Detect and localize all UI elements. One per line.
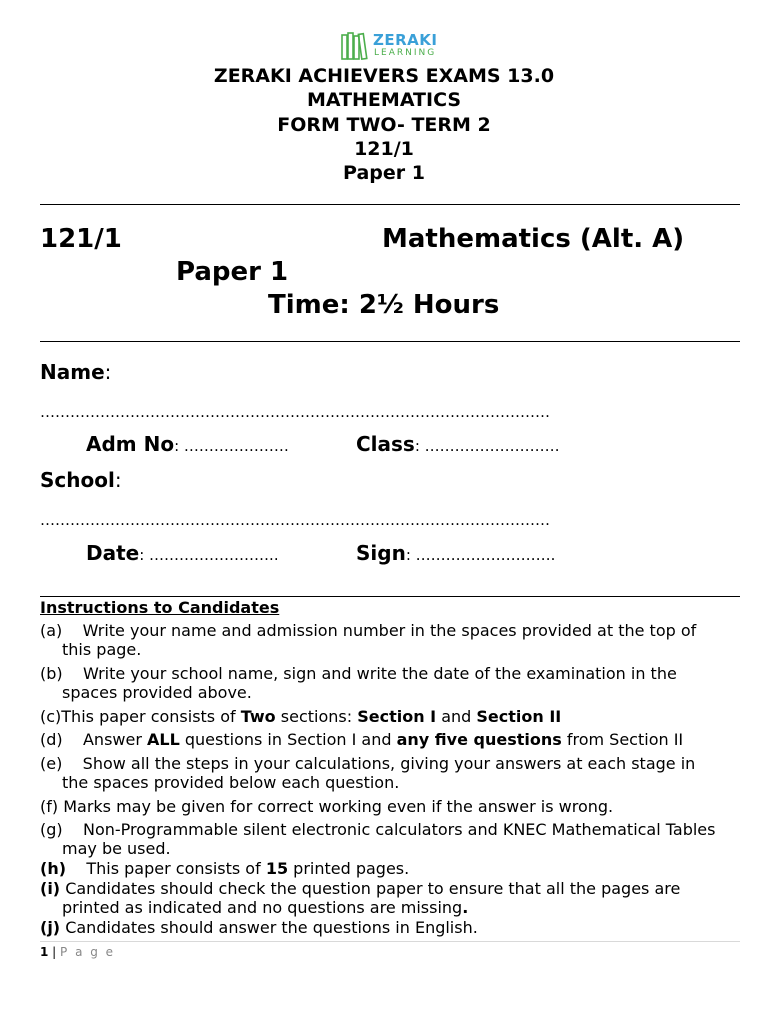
adm-no-label: Adm No (86, 432, 175, 456)
footer-divider (40, 941, 740, 942)
adm-no-field[interactable]: Adm No: ………………… (86, 432, 289, 456)
instruction-a: (a) Write your name and admission number in the spaces provided at the top of this page. (40, 621, 697, 659)
exam-series-title: ZERAKI ACHIEVERS EXAMS 13.0 (213, 65, 555, 87)
logo-subtitle: LEARNING (374, 48, 437, 58)
page-number: 1 (40, 945, 49, 959)
paper-subject: Mathematics (Alt. A) (382, 224, 685, 254)
paper-code-large: 121/1 (40, 224, 122, 254)
paper-label: Paper 1 (176, 257, 289, 287)
paper-time: Time: 2½ Hours (268, 290, 500, 320)
page-footer: 1 | P a g e (40, 945, 116, 959)
form-term: FORM TWO- TERM 2 (277, 114, 491, 136)
paper-number: Paper 1 (343, 162, 425, 184)
instruction-d: (d) Answer ALL questions in Section I and any five questions from Section II (40, 730, 684, 749)
divider (40, 596, 740, 597)
date-label: Date (86, 541, 140, 565)
divider (40, 341, 740, 342)
subject-title: MATHEMATICS (306, 89, 462, 111)
school-line[interactable]: ………………………………………………………………………………………… (40, 511, 550, 529)
instruction-f: (f) Marks may be given for correct working even if the answer is wrong. (40, 797, 614, 816)
instruction-c: (c)This paper consists of Two sections: Section I and Section II (40, 707, 562, 726)
school-field[interactable]: School: (40, 468, 122, 492)
instruction-h: (h) This paper consists of 15 printed pages. (40, 859, 410, 878)
class-label: Class (356, 432, 415, 456)
name-field[interactable]: Name: (40, 360, 112, 384)
logo-name: ZERAKI (373, 31, 438, 49)
class-field[interactable]: Class: ……………………… (356, 432, 560, 456)
instruction-g: (g) Non-Programmable silent electronic calculators and KNEC Mathematical Tables may be used. (40, 820, 716, 858)
name-label: Name (40, 360, 105, 384)
date-field[interactable]: Date: …………………….. (86, 541, 279, 565)
instruction-b: (b) Write your school name, sign and write the date of the examination in the spaces provided above. (40, 664, 677, 702)
sign-label: Sign (356, 541, 406, 565)
zeraki-logo (340, 31, 450, 61)
books-icon (340, 31, 370, 61)
sign-field[interactable]: Sign: ………………………. (356, 541, 556, 565)
instruction-i: (i) Candidates should check the question paper to ensure that all the pages are printed as indicated and no questions are missing. (40, 879, 681, 917)
instruction-e: (e) Show all the steps in your calculations, giving your answers at each stage in the spaces provided below each question. (40, 754, 696, 792)
paper-code: 121/1 (354, 138, 414, 160)
page-word: P a g e (60, 945, 116, 959)
divider (40, 204, 740, 205)
name-line[interactable]: ………………………………………………………………………………………… (40, 403, 550, 421)
school-label: School (40, 468, 115, 492)
instruction-j: (j) Candidates should answer the questions in English. (40, 918, 478, 937)
instructions-title: Instructions to Candidates (40, 598, 280, 617)
